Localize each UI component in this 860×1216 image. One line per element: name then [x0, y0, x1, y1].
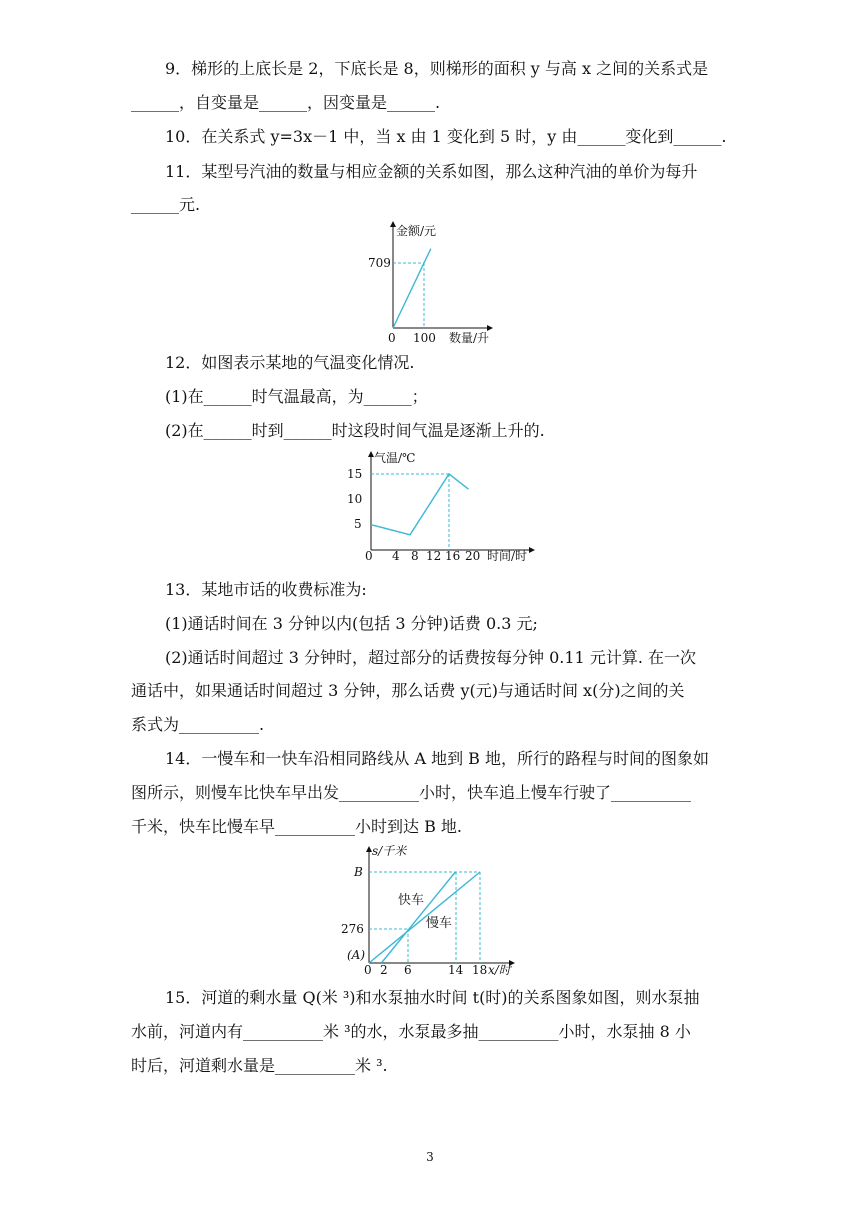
- q9-line2: ______，自变量是______，因变量是______.: [131, 93, 441, 112]
- q13-line1: 13．某地市话的收费标准为:: [165, 580, 367, 599]
- q14-line2: 图所示，则慢车比快车早出发__________小时，快车追上慢车行驶了__________: [131, 783, 692, 802]
- x-tick-16: 16: [445, 549, 461, 563]
- slow-car-label: 慢车: [426, 916, 453, 931]
- q11-line2: ______元.: [131, 195, 201, 214]
- x-tick-100: 100: [413, 331, 436, 345]
- temperature-chart: [344, 448, 544, 564]
- y-axis-label: 气温/℃: [374, 451, 416, 465]
- q15-line1: 15．河道的剩水量 Q(米 ³)和水泵抽水时间 t(时)的关系图象如图，则水泵抽: [165, 988, 700, 1007]
- x-tick-8: 8: [411, 549, 419, 563]
- gas-price-chart-svg: [360, 218, 500, 346]
- x-axis-label: 数量/升: [449, 331, 490, 345]
- x-axis-label: x/时: [488, 963, 511, 977]
- slow-car-line: [369, 872, 480, 963]
- x-tick-2: 2: [380, 963, 388, 977]
- origin-A-label: (A): [347, 948, 366, 962]
- origin-label: 0: [365, 549, 373, 563]
- q13-line4: 通话中，如果通话时间超过 3 分钟，那么话费 y(元)与通话时间 x(分)之间的关: [131, 681, 685, 700]
- car-distance-chart: [336, 843, 526, 977]
- price-line: [393, 249, 431, 328]
- car-distance-chart-svg: [336, 843, 526, 977]
- fast-car-label: 快车: [398, 893, 425, 908]
- y-axis-label: s/千米: [372, 844, 407, 858]
- x-tick-20: 20: [465, 549, 481, 563]
- temperature-chart-svg: [344, 448, 544, 564]
- origin-label: 0: [388, 331, 396, 345]
- q13-line3: (2)通话时间超过 3 分钟时，超过部分的话费按每分钟 0.11 元计算. 在一次: [165, 648, 696, 667]
- x-tick-6: 6: [404, 963, 412, 977]
- q12-line1: 12．如图表示某地的气温变化情况.: [165, 353, 415, 372]
- x-axis-label: 时间/时: [487, 549, 528, 563]
- page-number: 3: [426, 1150, 434, 1164]
- q14-line3: 千米，快车比慢车早__________小时到达 B 地.: [131, 817, 463, 836]
- origin-label: 0: [364, 963, 372, 977]
- x-tick-18: 18: [472, 963, 488, 977]
- x-tick-14: 14: [448, 963, 464, 977]
- y-tick-276: 276: [341, 922, 364, 936]
- q13-line2: (1)通话时间在 3 分钟以内(包括 3 分钟)话费 0.3 元;: [165, 614, 538, 633]
- q9-line1: 9．梯形的上底长是 2，下底长是 8，则梯形的面积 y 与高 x 之间的关系式是: [165, 59, 709, 78]
- q12-line2: (1)在______时气温最高，为______；: [165, 387, 428, 406]
- x-tick-4: 4: [392, 549, 400, 563]
- q12-line3: (2)在______时到______时这段时间气温是逐渐上升的.: [165, 421, 545, 440]
- y-tick-10: 10: [347, 492, 363, 506]
- gas-price-chart: [360, 218, 500, 346]
- q10-line1: 10．在关系式 y=3x－1 中，当 x 由 1 变化到 5 时，y 由______变化到______.: [165, 127, 727, 146]
- q15-line3: 时后，河道剩水量是__________米 ³.: [131, 1056, 388, 1075]
- y-axis-label: 金额/元: [396, 224, 437, 238]
- y-tick-B: B: [354, 865, 363, 879]
- y-tick-5: 5: [354, 517, 362, 531]
- q11-line1: 11．某型号汽油的数量与相应金额的关系如图，那么这种汽油的单价为每升: [165, 162, 698, 181]
- x-tick-12: 12: [426, 549, 442, 563]
- y-tick-15: 15: [347, 467, 363, 481]
- temperature-line: [371, 474, 469, 535]
- q15-line2: 水前，河道内有__________米 ³的水，水泵最多抽__________小时，水泵抽 8 小: [131, 1022, 691, 1041]
- y-tick-709: 709: [368, 256, 391, 270]
- q14-line1: 14．一慢车和一快车沿相同路线从 A 地到 B 地，所行的路程与时间的图象如: [165, 749, 710, 768]
- q13-line5: 系式为__________.: [131, 715, 265, 734]
